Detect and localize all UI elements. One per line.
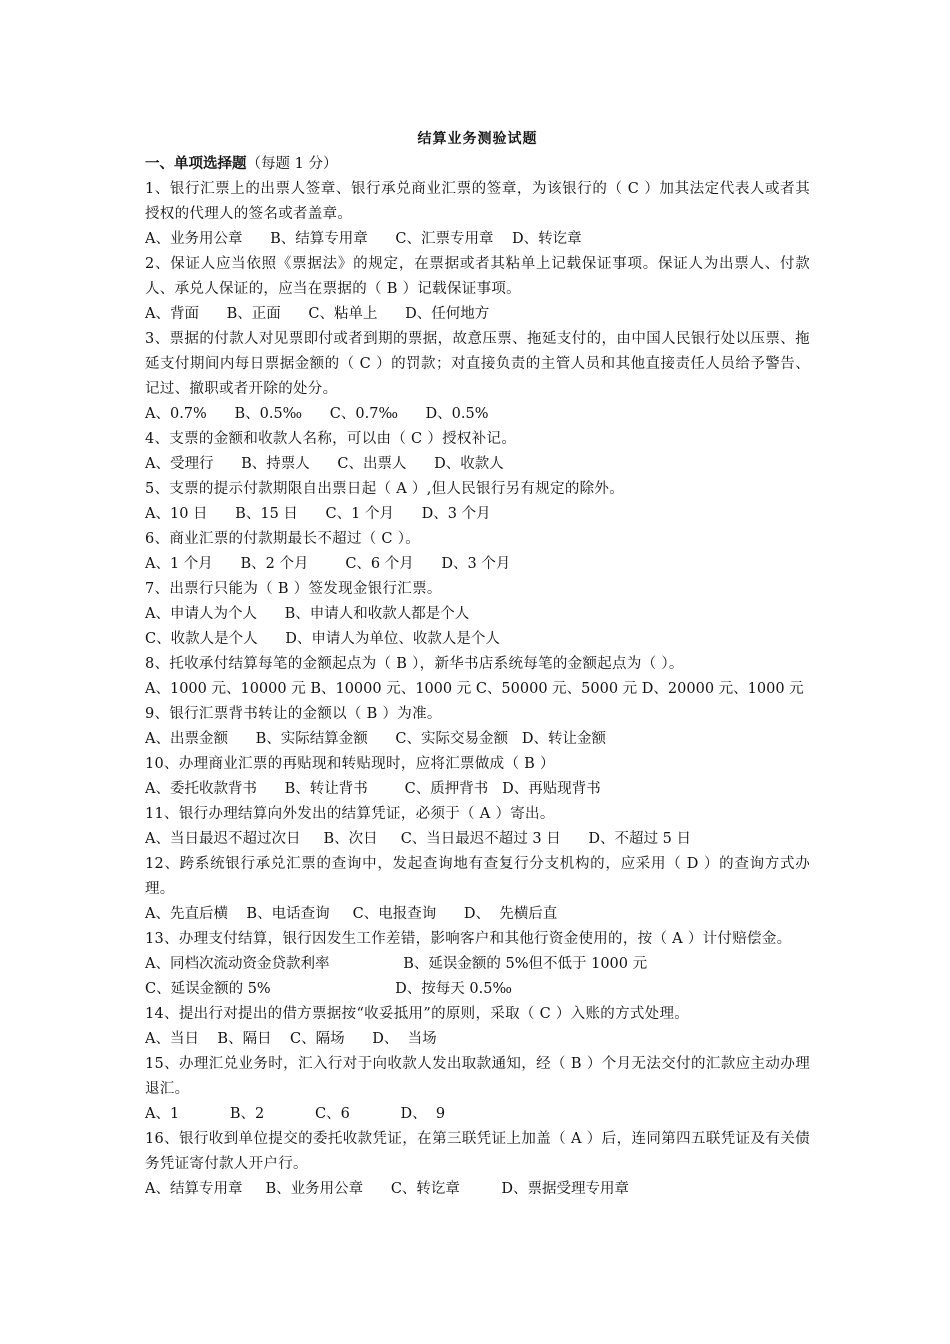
section-heading [145, 152, 810, 177]
question-item [145, 852, 810, 927]
answer-options: A、受理行 B、持票人 C、出票人 D、收款人 [145, 456, 504, 472]
answer-options: A、背面 B、正面 C、粘单上 D、任何地方 [145, 306, 490, 322]
question-item [145, 1052, 810, 1127]
answer-options: A、当日 B、隔日 C、隔场 D、 当场 [145, 1031, 437, 1047]
section-note: （每题 1 分） [246, 156, 338, 172]
document-page [145, 126, 810, 1202]
question-text: 2、保证人应当依照《票据法》的规定，在票据或者其粘单上记载保证事项。保证人为出票人、付款人、承兑人保证的，应当在票据的（ B ）记载保证事项。 [145, 256, 810, 297]
answer-options: A、同档次流动资金贷款利率 B、延误金额的 5%但不低于 1000 元 [145, 956, 648, 972]
question-item [145, 427, 810, 477]
section-label: 一、单项选择题 [145, 156, 247, 172]
answer-options: A、先直后横 B、电话查询 C、电报查询 D、 先横后直 [145, 906, 558, 922]
answer-options: A、出票金额 B、实际结算金额 C、实际交易金额 D、转让金额 [145, 731, 606, 747]
question-text: 16、银行收到单位提交的委托收款凭证，在第三联凭证上加盖（ A ）后，连同第四五联凭证及有关债务凭证寄付款人开户行。 [145, 1131, 810, 1172]
question-item [145, 177, 810, 252]
answer-options: A、10 日 B、15 日 C、1 个月 D、3 个月 [145, 506, 491, 522]
question-text: 11、银行办理结算向外发出的结算凭证，必须于（ A ）寄出。 [145, 806, 555, 822]
question-text: 13、办理支付结算，银行因发生工作差错，影响客户和其他行资金使用的，按（ A ）计付赔偿金。 [145, 931, 792, 947]
question-list [145, 177, 810, 1202]
question-item [145, 477, 810, 527]
question-text: 3、票据的付款人对见票即付或者到期的票据，故意压票、拖延支付的，由中国人民银行处以压票、拖延支付期间内每日票据金额的（ C ）的罚款；对直接负责的主管人员和其他直接责任人员给予警告、记过、撤职或者开除的处分。 [145, 331, 810, 397]
question-text: 1、银行汇票上的出票人签章、银行承兑商业汇票的签章，为该银行的（ C ）加其法定代表人或者其授权的代理人的签名或者盖章。 [145, 181, 810, 222]
question-text: 10、办理商业汇票的再贴现和转贴现时，应将汇票做成（ B ） [145, 756, 555, 772]
answer-options: A、申请人为个人 B、申请人和收款人都是个人 [145, 606, 470, 622]
answer-options: A、1 个月 B、2 个月 C、6 个月 D、3 个月 [145, 556, 511, 572]
question-text: 7、出票行只能为（ B ）签发现金银行汇票。 [145, 581, 442, 597]
answer-options: C、收款人是个人 D、申请人为单位、收款人是个人 [145, 631, 500, 647]
question-text: 14、提出行对提出的借方票据按“收妥抵用”的原则，采取（ C ）入账的方式处理。 [145, 1006, 690, 1022]
answer-options: A、1000 元、10000 元 B、10000 元、1000 元 C、50000 元、5000 元 D、20000 元、1000 元 [145, 681, 804, 697]
answer-options: A、0.7% B、0.5‰ C、0.7‰ D、0.5% [145, 406, 489, 422]
question-item [145, 1127, 810, 1202]
question-item [145, 1002, 810, 1052]
question-item [145, 652, 810, 702]
question-item [145, 927, 810, 1002]
answer-options: A、业务用公章 B、结算专用章 C、汇票专用章 D、转讫章 [145, 231, 582, 247]
question-item [145, 802, 810, 852]
question-item [145, 752, 810, 802]
answer-options: A、委托收款背书 B、转让背书 C、质押背书 D、再贴现背书 [145, 781, 601, 797]
question-item [145, 577, 810, 652]
question-item [145, 527, 810, 577]
question-item [145, 252, 810, 327]
question-item [145, 702, 810, 752]
document-title: 结算业务测验试题 [417, 131, 538, 147]
question-item [145, 327, 810, 427]
answer-options: A、1 B、2 C、6 D、 9 [145, 1106, 446, 1122]
question-text: 15、办理汇兑业务时，汇入行对于向收款人发出取款通知，经（ B ）个月无法交付的汇款应主动办理退汇。 [145, 1056, 810, 1097]
question-text: 4、支票的金额和收款人名称，可以由（ C ）授权补记。 [145, 431, 517, 447]
question-text: 8、托收承付结算每笔的金额起点为（ B ），新华书店系统每笔的金额起点为（ ）。 [145, 656, 684, 672]
question-text: 9、银行汇票背书转让的金额以（ B ）为准。 [145, 706, 442, 722]
question-text: 5、支票的提示付款期限自出票日起（ A ）,但人民银行另有规定的除外。 [145, 481, 625, 497]
answer-options: A、当日最迟不超过次日 B、次日 C、当日最迟不超过 3 日 D、不超过 5 日 [145, 831, 691, 847]
answer-options: C、延误金额的 5% D、按每天 0.5‰ [145, 981, 512, 997]
question-text: 12、跨系统银行承兑汇票的查询中，发起查询地有查复行分支机构的，应采用（ D ）的查询方式办理。 [145, 856, 810, 897]
answer-options: A、结算专用章 B、业务用公章 C、转讫章 D、票据受理专用章 [145, 1181, 630, 1197]
question-text: 6、商业汇票的付款期最长不超过（ C ）。 [145, 531, 421, 547]
